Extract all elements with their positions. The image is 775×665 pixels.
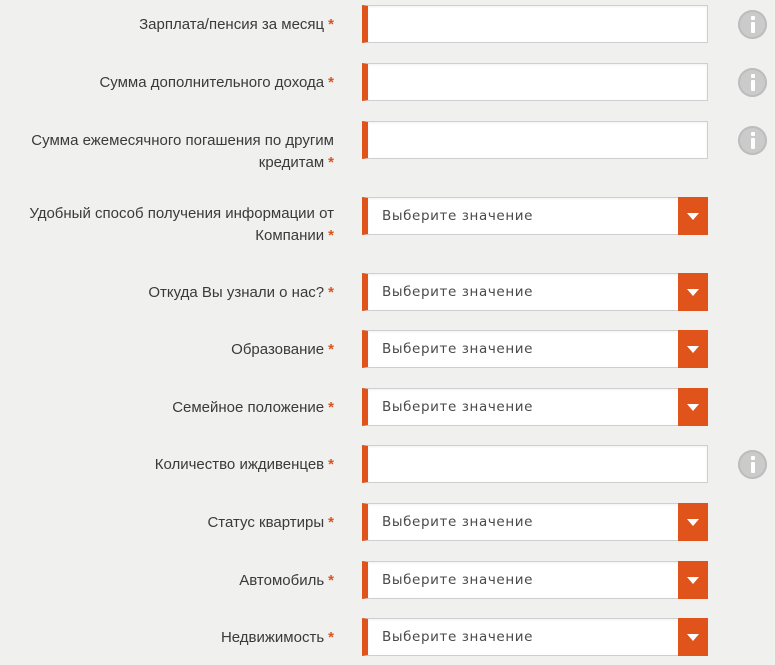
required-mark: * bbox=[328, 74, 334, 91]
chevron-down-icon[interactable] bbox=[678, 618, 708, 656]
select-value: Выберите значение bbox=[382, 572, 534, 588]
select-value: Выберите значение bbox=[382, 629, 534, 645]
additional-income-input-wrapper bbox=[362, 63, 708, 101]
other-credits-input[interactable] bbox=[368, 122, 707, 158]
required-mark: * bbox=[328, 572, 334, 589]
info-icon[interactable] bbox=[738, 10, 767, 39]
chevron-down-icon[interactable] bbox=[678, 388, 708, 426]
salary-input-wrapper bbox=[362, 5, 708, 43]
select-value: Выберите значение bbox=[382, 208, 534, 224]
field-label-referral-source: Откуда Вы узнали о нас? * bbox=[148, 284, 334, 301]
referral-source-select[interactable] bbox=[362, 273, 708, 311]
field-label-salary: Зарплата/пенсия за месяц * bbox=[139, 16, 334, 33]
required-mark: * bbox=[328, 341, 334, 358]
select-value: Выберите значение bbox=[382, 514, 534, 530]
required-mark: * bbox=[328, 629, 334, 646]
select-value: Выберите значение bbox=[382, 284, 534, 300]
dependents-input-wrapper bbox=[362, 445, 708, 483]
field-label-other-credits: Сумма ежемесячного погашения по другим кредитам * bbox=[31, 132, 334, 171]
required-mark: * bbox=[328, 456, 334, 473]
select-value: Выберите значение bbox=[382, 399, 534, 415]
field-label-real-estate: Недвижимость * bbox=[220, 629, 334, 646]
real-estate-select[interactable] bbox=[362, 618, 708, 656]
chevron-down-icon[interactable] bbox=[678, 330, 708, 368]
chevron-down-icon[interactable] bbox=[678, 503, 708, 541]
field-label-contact-method: Удобный способ получения информации от Компании * bbox=[29, 205, 334, 244]
education-select[interactable] bbox=[362, 330, 708, 368]
field-label-car: Автомобиль * bbox=[239, 572, 334, 589]
other-credits-input-wrapper bbox=[362, 121, 708, 159]
required-mark: * bbox=[328, 514, 334, 531]
chevron-down-icon[interactable] bbox=[678, 273, 708, 311]
car-select[interactable] bbox=[362, 561, 708, 599]
required-mark: * bbox=[328, 227, 334, 244]
info-icon[interactable] bbox=[738, 126, 767, 155]
apartment-status-select[interactable] bbox=[362, 503, 708, 541]
select-value: Выберите значение bbox=[382, 341, 534, 357]
chevron-down-icon[interactable] bbox=[678, 197, 708, 235]
field-label-marital-status: Семейное положение * bbox=[172, 399, 334, 416]
field-label-education: Образование * bbox=[231, 341, 334, 358]
field-label-apartment-status: Статус квартиры * bbox=[207, 514, 334, 531]
required-mark: * bbox=[328, 399, 334, 416]
field-label-additional-income: Сумма дополнительного дохода * bbox=[99, 74, 334, 91]
info-icon[interactable] bbox=[738, 68, 767, 97]
salary-input[interactable] bbox=[368, 6, 707, 42]
contact-method-select[interactable] bbox=[362, 197, 708, 235]
additional-income-input[interactable] bbox=[368, 64, 707, 100]
required-mark: * bbox=[328, 16, 334, 33]
marital-status-select[interactable] bbox=[362, 388, 708, 426]
required-mark: * bbox=[328, 284, 334, 301]
required-mark: * bbox=[328, 154, 334, 171]
field-label-dependents: Количество иждивенцев * bbox=[154, 456, 334, 473]
info-icon[interactable] bbox=[738, 450, 767, 479]
chevron-down-icon[interactable] bbox=[678, 561, 708, 599]
dependents-input[interactable] bbox=[368, 446, 707, 482]
